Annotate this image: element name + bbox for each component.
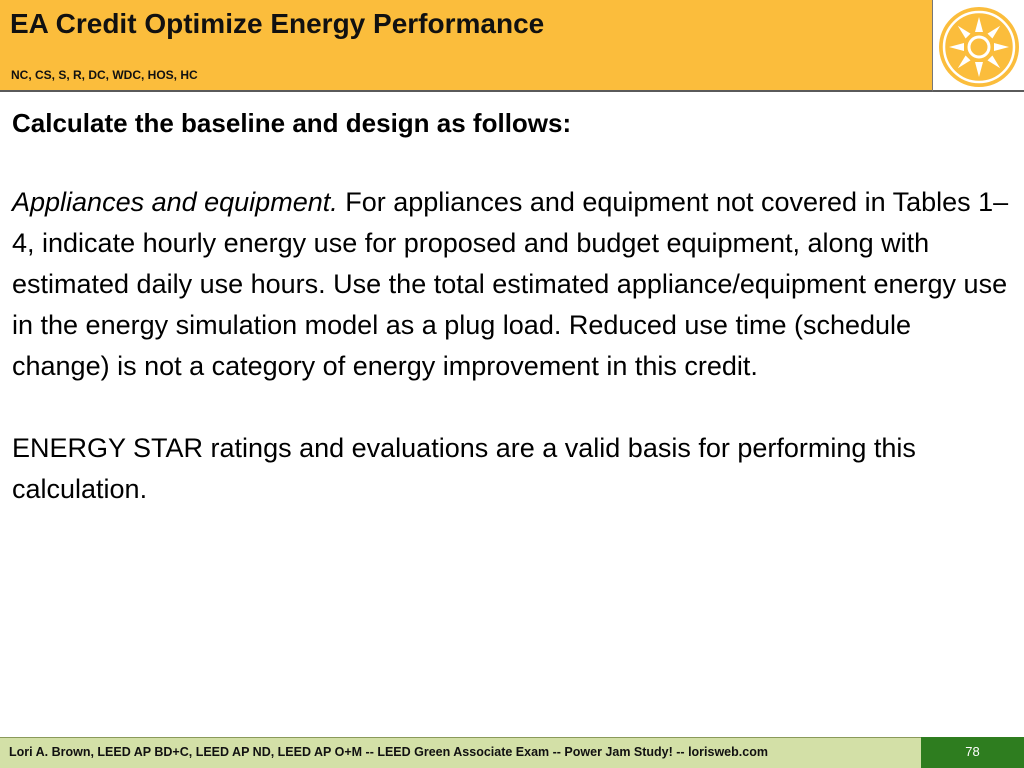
footer-credit: Lori A. Brown, LEED AP BD+C, LEED AP ND, LEED AP O+M -- LEED Green Associate Exam -- Power Jam Study! -- lorisweb.com (9, 745, 768, 759)
appliances-text: For appliances and equipment not covered in Tables 1–4, indicate hourly energy use for proposed and budget equipment, along with estimated daily use hours. Use the total estimated appliance/equipment energy use in the energy simulation model as a plug load. Reduced use time (schedule change) is not a category of energy improvement in this credit. (12, 187, 1009, 381)
slide-subtitle: NC, CS, S, R, DC, WDC, HOS, HC (11, 68, 198, 82)
slide-title: EA Credit Optimize Energy Performance (10, 8, 545, 39)
body-heading: Calculate the baseline and design as follows: (12, 108, 572, 138)
page-number: 78 (965, 744, 980, 759)
energy-star-paragraph: ENERGY STAR ratings and evaluations are a valid basis for performing this calculation. (12, 433, 916, 504)
footer-credit-bar (0, 737, 921, 768)
slide-footer (0, 737, 1024, 768)
slide-header (0, 0, 932, 92)
appliances-paragraph (12, 182, 1012, 387)
page-number-box (921, 737, 1024, 768)
slide-body (12, 106, 1012, 510)
appliances-lead: Appliances and equipment. (12, 187, 338, 217)
sun-logo-icon (937, 5, 1021, 89)
logo-box (932, 0, 1024, 92)
